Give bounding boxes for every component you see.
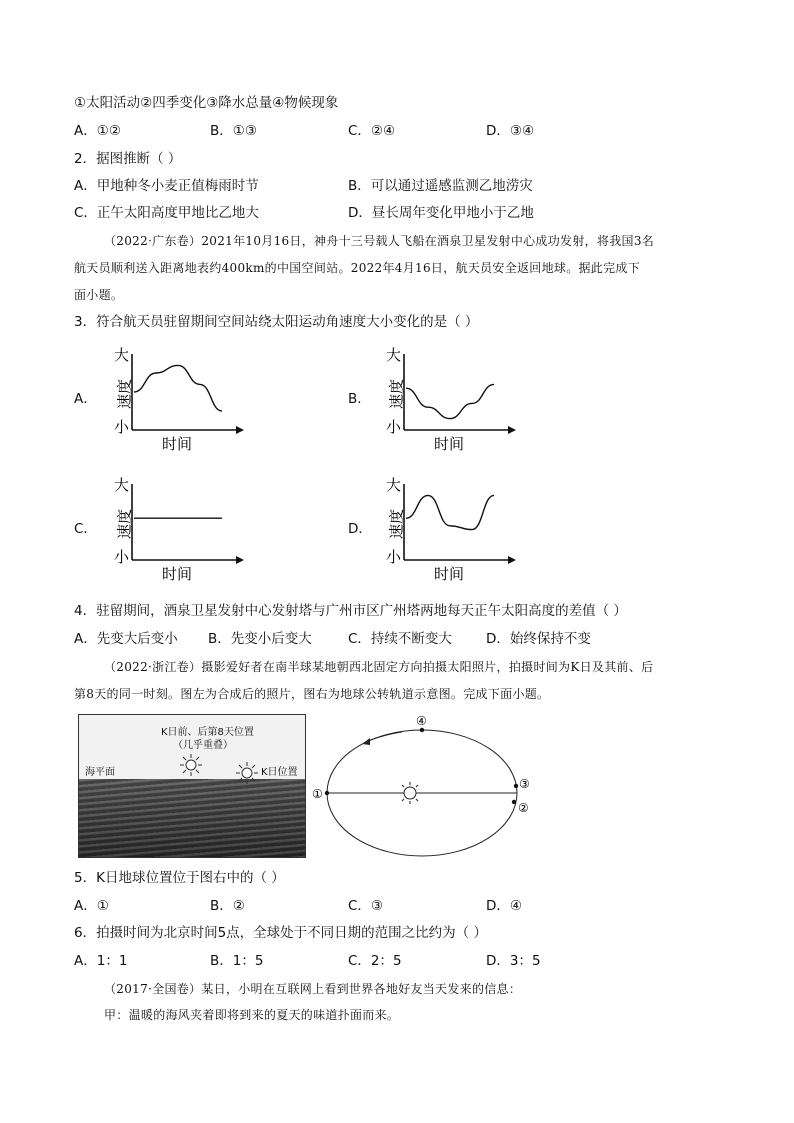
orbit-point-1: ①: [312, 787, 323, 801]
q1-option-a[interactable]: A．①②: [74, 123, 121, 139]
y-axis-label: 速度: [387, 508, 406, 540]
y-axis-label: 速度: [115, 508, 134, 540]
q6-stem: 6．拍摄时间为北京时间5点，全球处于不同日期的范围之比约为（ ）: [74, 925, 487, 941]
y-axis-label: 速度: [387, 378, 406, 410]
q5-option-a[interactable]: A．①: [74, 898, 109, 914]
sun-photo: [78, 714, 306, 858]
intro2-line2: 第8天的同一时刻。图左为合成后的照片，图右为地球公转轨道示意图。完成下面小题。: [74, 687, 550, 701]
speed-curve: [406, 384, 494, 418]
intro3-line1: （2017·全国卷）某日，小明在互联网上看到世界各地好友当天发来的信息：: [104, 982, 522, 996]
intro1-line1: （2022·广东卷）2021年10月16日，神舟十三号载人飞船在酒泉卫星发射中心成功发射，将我国3名: [104, 234, 655, 248]
x-axis-label: 时间: [161, 435, 193, 453]
x-axis-arrow: [236, 556, 244, 564]
orbit-diagram: [310, 712, 538, 862]
q1-option-c[interactable]: C．②④: [348, 123, 396, 139]
intro1-line2: 航天员顺利送入距离地表约400km的中国空间站。2022年4月16日，航天员安全返回地球。据此完成下: [74, 261, 641, 275]
y-axis-big-label: 大: [114, 346, 130, 364]
x-axis-arrow: [236, 426, 244, 434]
x-axis-label: 时间: [161, 565, 193, 583]
q3-option-b[interactable]: B．: [348, 391, 371, 407]
chart-a: [96, 342, 246, 454]
q5-option-b[interactable]: B．②: [210, 898, 245, 914]
orbit-point-3: ③: [519, 777, 530, 791]
q3-option-c[interactable]: C．: [74, 521, 97, 537]
q2-stem: 2．据图推断（ ）: [74, 151, 182, 167]
q4-option-d[interactable]: D．始终保持不变: [486, 631, 591, 647]
q2-option-a[interactable]: A．甲地种冬小麦正值梅雨时节: [74, 178, 259, 194]
chart-d: [368, 472, 518, 584]
q4-option-c[interactable]: C．持续不断变大: [348, 631, 452, 647]
q3-option-a[interactable]: A．: [74, 391, 97, 407]
q6-option-d[interactable]: D．3：5: [486, 953, 541, 969]
q2-option-b[interactable]: B．可以通过遥感监测乙地涝灾: [348, 178, 533, 194]
q5-option-d[interactable]: D．④: [486, 898, 522, 914]
photo-label-top1: K日前、后第8天位置: [161, 727, 254, 738]
chart-b: [368, 342, 518, 454]
q1-option-d[interactable]: D．③④: [486, 123, 535, 139]
photo-label-top2: （几乎重叠）: [173, 740, 233, 751]
y-axis-big-label: 大: [114, 476, 130, 494]
sun-icon: [179, 753, 203, 777]
q3-stem: 3．符合航天员驻留期间空间站绕太阳运动角速度大小变化的是（ ）: [74, 314, 479, 330]
sun-k-day-icon: [235, 761, 259, 785]
q4-option-b[interactable]: B．先变小后变大: [208, 631, 312, 647]
intro3-line2: 甲：温暖的海风夹着即将到来的夏天的味道扑面而来。: [104, 1008, 400, 1022]
orbit-point-4: ④: [416, 714, 427, 728]
speed-curve: [406, 495, 494, 529]
x-axis-label: 时间: [433, 565, 465, 583]
photo-label-k: K日位置: [261, 767, 298, 778]
q1-option-b[interactable]: B．①③: [210, 123, 257, 139]
orbit-point-2: ②: [518, 801, 529, 815]
y-axis-small-label: 小: [386, 418, 402, 436]
y-axis-small-label: 小: [386, 548, 402, 566]
y-axis-small-label: 小: [114, 548, 130, 566]
x-axis-arrow: [508, 556, 516, 564]
chart-c: [96, 472, 246, 584]
q4-stem: 4．驻留期间，酒泉卫星发射中心发射塔与广州市区广州塔两地每天正午太阳高度的差值（ ）: [74, 603, 627, 619]
x-axis-label: 时间: [433, 435, 465, 453]
q2-option-d[interactable]: D．昼长周年变化甲地小于乙地: [348, 205, 534, 221]
q1-items: ①太阳活动②四季变化③降水总量④物候现象: [74, 95, 339, 111]
q6-option-c[interactable]: C．2：5: [348, 953, 402, 969]
y-axis-big-label: 大: [386, 346, 402, 364]
y-axis-big-label: 大: [386, 476, 402, 494]
y-axis-small-label: 小: [114, 418, 130, 436]
q4-option-a[interactable]: A．先变大后变小: [74, 631, 178, 647]
q5-option-c[interactable]: C．③: [348, 898, 384, 914]
intro2-line1: （2022·浙江卷）摄影爱好者在南半球某地朝西北固定方向拍摄太阳照片，拍摄时间为K日及其前、后: [104, 660, 654, 674]
speed-curve: [134, 365, 222, 411]
orbit-direction-arrow: [366, 732, 402, 742]
sea-surface: [79, 779, 305, 857]
q6-option-b[interactable]: B．1：5: [210, 953, 264, 969]
q3-option-d[interactable]: D．: [348, 521, 372, 537]
intro1-line3: 面小题。: [74, 288, 124, 302]
x-axis-arrow: [508, 426, 516, 434]
q5-stem: 5．K日地球位置位于图右中的（ ）: [74, 870, 285, 886]
q2-option-c[interactable]: C．正午太阳高度甲地比乙地大: [74, 205, 259, 221]
y-axis-label: 速度: [115, 378, 134, 410]
photo-label-sea: 海平面: [85, 767, 115, 778]
q6-option-a[interactable]: A．1：1: [74, 953, 128, 969]
